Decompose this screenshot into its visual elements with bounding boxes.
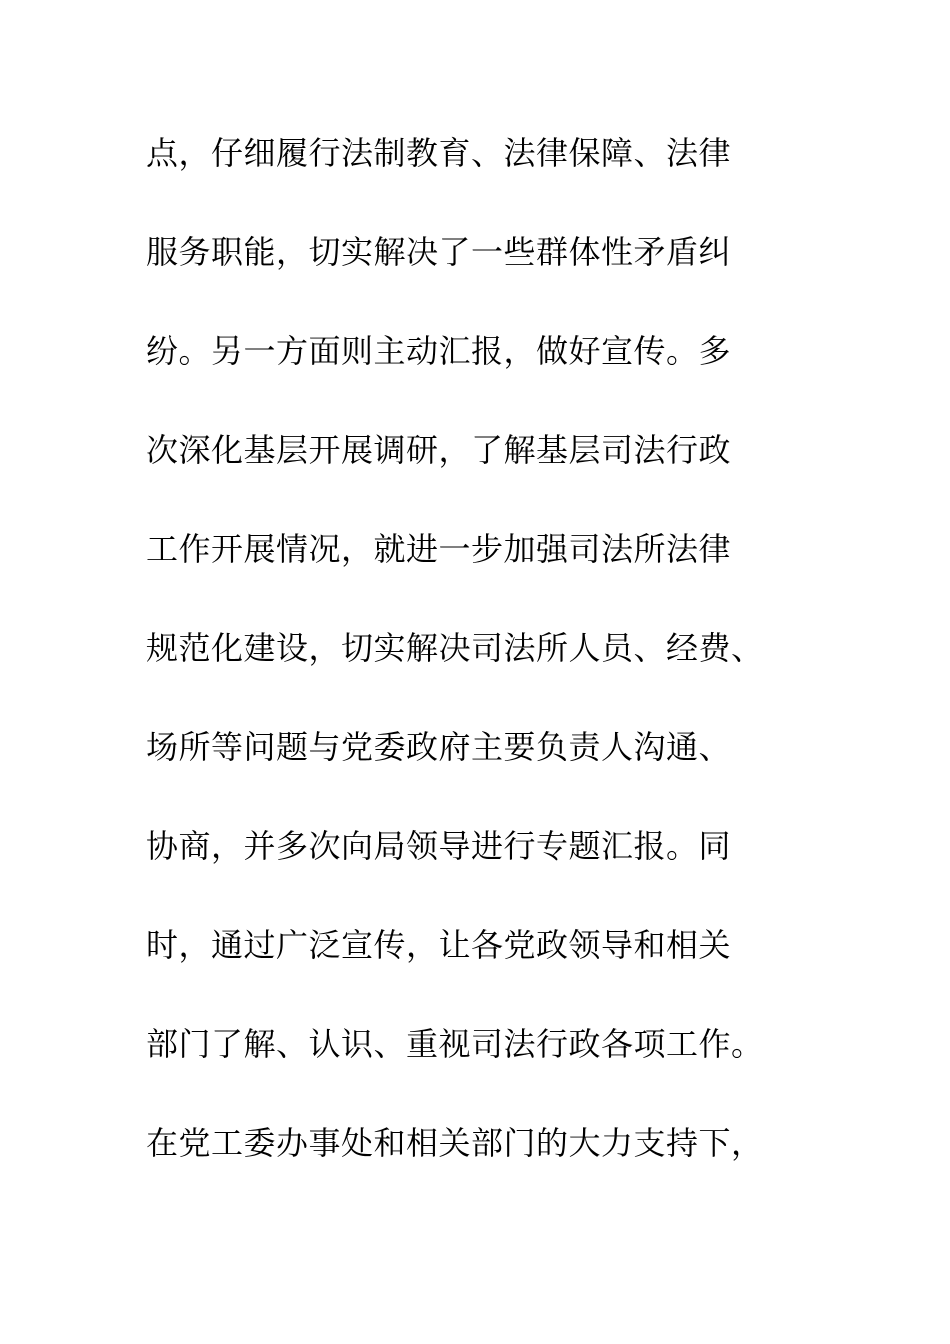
text-line-3: 纷。另一方面则主动汇报，做好宣传。多 [146, 332, 732, 370]
text-line-5: 工作开展情况，就进一步加强司法所法律 [146, 530, 732, 568]
text-line-6: 规范化建设，切实解决司法所人员、经费、 [146, 629, 764, 667]
body-paragraph [146, 128, 846, 1217]
text-line-10: 部门了解、认识、重视司法行政各项工作。 [146, 1025, 764, 1063]
text-line-4: 次深化基层开展调研，了解基层司法行政 [146, 431, 732, 469]
text-line-7: 场所等问题与党委政府主要负责人沟通、 [146, 728, 732, 766]
text-line-9: 时，通过广泛宣传，让各党政领导和相关 [146, 926, 732, 964]
text-line-11: 在党工委办事处和相关部门的大力支持下， [146, 1124, 764, 1162]
text-line-2: 服务职能，切实解决了一些群体性矛盾纠 [146, 233, 732, 271]
text-line-1: 点，仔细履行法制教育、法律保障、法律 [146, 134, 732, 172]
text-line-8: 协商，并多次向局领导进行专题汇报。同 [146, 827, 732, 865]
